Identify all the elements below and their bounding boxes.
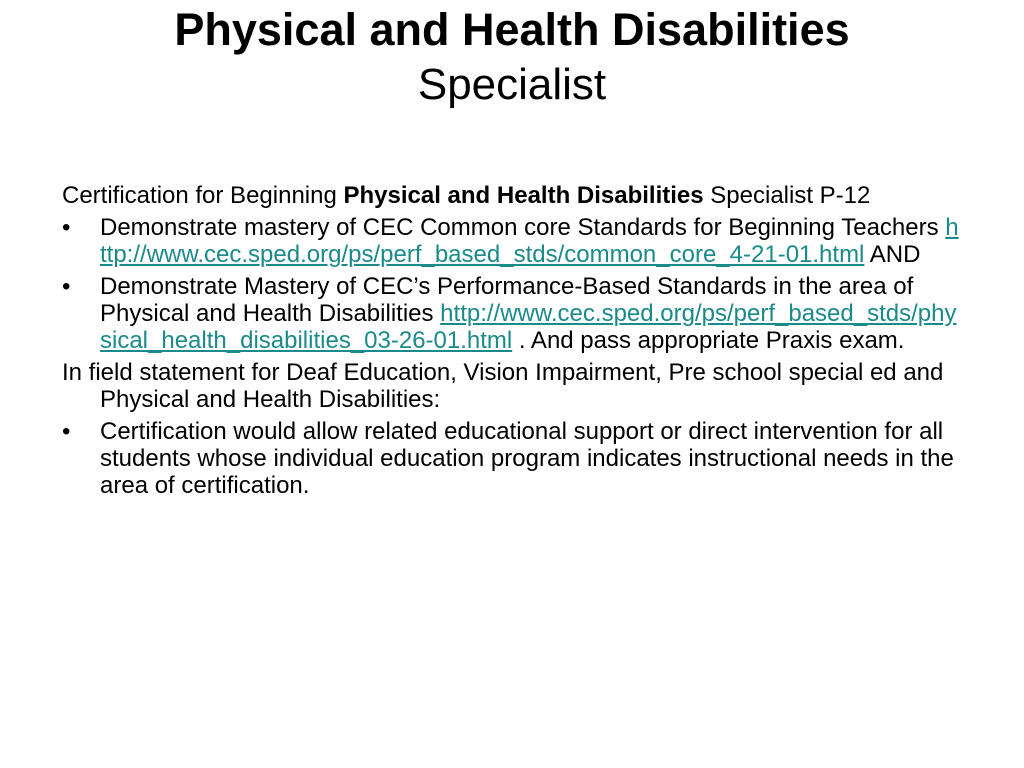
certification-prefix: Certification for Beginning (62, 182, 344, 209)
physical-health-link[interactable]: http://www.cec.sped.org/ps/perf_based_stds/physical_health_disabilities_03-26-01.html (100, 300, 957, 354)
slide-title (0, 2, 1024, 112)
bullet-icon: • (62, 273, 71, 300)
certification-bold: Physical and Health Disabilities (343, 182, 704, 209)
bullet-icon: • (62, 418, 71, 445)
title-subtitle: Specialist (417, 60, 607, 109)
bullet-after-text: AND (864, 241, 921, 268)
slide-body (62, 182, 962, 504)
list-item (62, 273, 962, 354)
certification-paragraph (62, 182, 962, 209)
bullet-text: Demonstrate mastery of CEC Common core Standards for Beginning Teachers (100, 214, 946, 241)
list-item (62, 418, 962, 499)
list-item (62, 214, 962, 268)
in-field-paragraph: In field statement for Deaf Education, Vision Impairment, Pre school special ed and Physical and Health Disabilities: (62, 359, 944, 413)
common-core-link[interactable]: http://www.cec.sped.org/ps/perf_based_stds/common_core_4-21-01.html (100, 214, 959, 268)
bullet-icon: • (62, 214, 71, 241)
certification-suffix: Specialist P-12 (703, 182, 871, 209)
title-main: Physical and Health Disabilities (174, 4, 850, 55)
bullet-text: Certification would allow related educational support or direct intervention for all students whose individual education program indicates instructional needs in the area of certification. (100, 418, 954, 499)
bullet-after-text: . And pass appropriate Praxis exam. (512, 327, 905, 354)
bullet-text: Demonstrate Mastery of CEC’s Performance-Based Standards in the area of Physical and Health Disabilities (100, 273, 914, 327)
